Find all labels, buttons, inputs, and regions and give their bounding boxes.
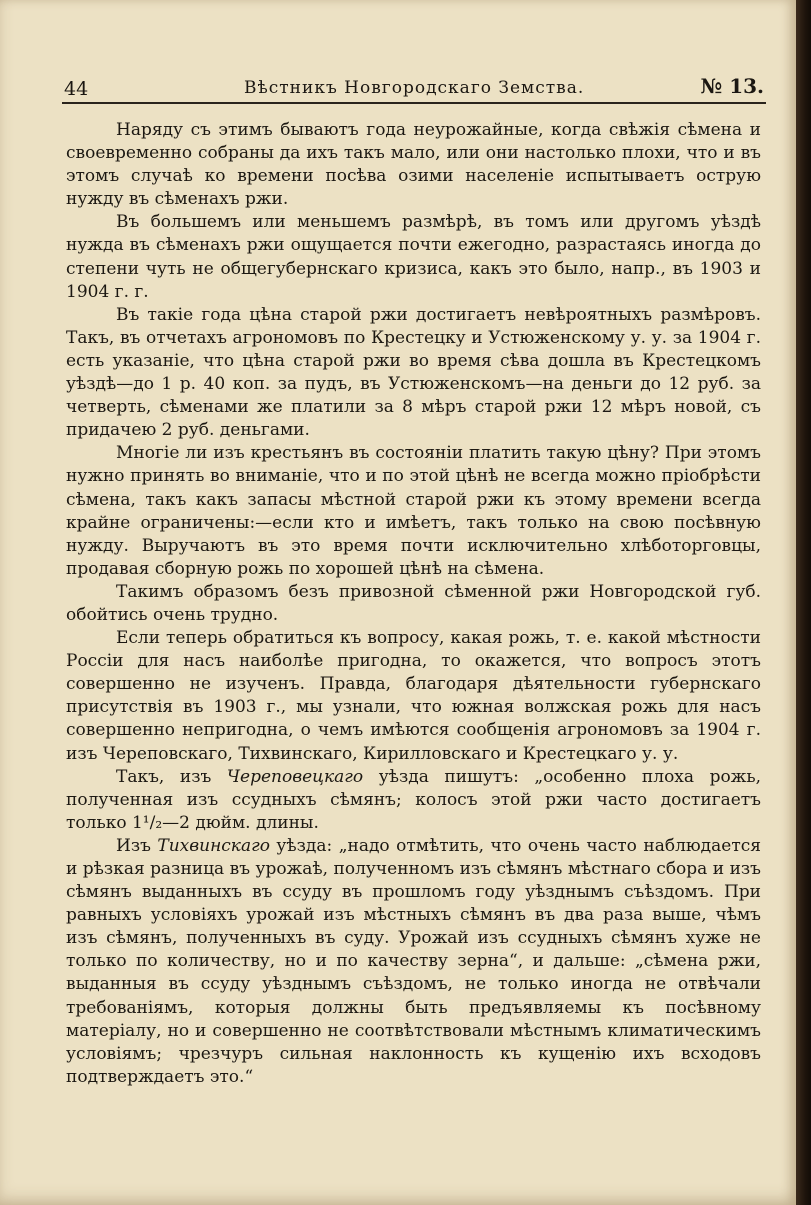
paragraph: Въ большемъ или меньшемъ размѣрѣ, въ томъ или другомъ уѣздѣ нужда въ сѣменахъ ржи ощущается почти ежегодно, разрастаясь иногда до степени чуть не общегубернскаго кризиса, какъ это было, напр., въ 1903 и 1904 г. г.	[66, 212, 761, 302]
paragraph	[66, 766, 761, 835]
issue-number: № 13.	[700, 74, 764, 98]
page-number: 44	[64, 78, 89, 100]
paragraph-rest: уѣзда: „надо отмѣтить, что очень часто наблюдается и рѣзкая разница въ урожаѣ, полученномъ изъ сѣмянъ мѣстнаго сбора и изъ сѣмянъ выданныхъ въ ссуду въ прошломъ году уѣзднымъ съѣздомъ. При равныхъ условіяхъ урожай изъ мѣстныхъ сѣмянъ въ два раза выше, чѣмъ изъ сѣмянъ, полученныхъ въ суду. Урожай изъ ссудныхъ сѣмянъ хуже не только по количеству, но и по качеству зерна“, и дальше: „сѣмена ржи, выданныя въ ссуду уѣзднымъ съѣздомъ, не только иногда не отвѣчали требованіямъ, которыя должны быть предъявляемы къ посѣвному матеріалу, но и совершенно не соотвѣтствовали мѣстнымъ климатическимъ условіямъ; чрезчуръ сильная наклонность къ кущенію ихъ всходовъ подтверждаетъ это.“	[66, 835, 761, 1087]
paragraph	[66, 835, 761, 1089]
district-name: Череповецкаго	[226, 766, 364, 787]
paragraph-lead: Такъ, изъ	[116, 766, 227, 787]
page-edge	[796, 0, 811, 1205]
paragraph-rest: уѣзда пишутъ: „особенно плоха рожь, полученная изъ ссудныхъ сѣмянъ; колосъ этой ржи часто достигаетъ только 1¹/₂—2 дюйм. длины.	[66, 766, 761, 833]
paragraph-lead: Изъ	[116, 835, 158, 856]
paragraph: Въ такіе года цѣна старой ржи достигаетъ невѣроятныхъ размѣровъ. Такъ, въ отчетахъ агрономовъ по Крестецку и Устюженскому у. у. за 1904 г. есть указаніе, что цѣна старой ржи во время сѣва дошла въ Крестецкомъ уѣздѣ—до 1 р. 40 коп. за пудъ, въ Устюженскомъ—на деньги до 12 руб. за четверть, сѣменами же платили за 8 мѣръ старой ржи 12 мѣръ новой, съ придачею 2 руб. деньгами.	[66, 304, 761, 441]
district-name: Тихвинскаго	[157, 835, 270, 856]
running-title: Вѣстникъ Новгородскаго Земства.	[244, 78, 585, 98]
paragraph: Такимъ образомъ безъ привозной сѣменной ржи Новгородской губ. обойтись очень трудно.	[66, 581, 761, 625]
paragraph: Если теперь обратиться къ вопросу, какая рожь, т. е. какой мѣстности Россіи для насъ наиболѣе пригодна, то окажется, что вопросъ этотъ совершенно не изученъ. Правда, благодаря дѣятельности губернскаго присутствія въ 1903 г., мы узнали, что южная волжская рожь для насъ совершенно непригодна, о чемъ имѣются сообщенія агрономовъ за 1904 г. изъ Череповскаго, Тихвинскаго, Кирилловскаго и Крестецкаго у. у.	[66, 628, 761, 764]
paragraph: Наряду съ этимъ бываютъ года неурожайные, когда свѣжія сѣмена и своевременно собраны да ихъ такъ мало, или они настолько плохи, что и въ этомъ случаѣ ко времени посѣва озими населеніе испытываетъ острую нужду въ сѣменахъ ржи.	[66, 120, 761, 210]
page-header	[64, 74, 764, 104]
header-rule	[62, 102, 766, 104]
article-body	[66, 119, 761, 1089]
paragraph: Многіе ли изъ крестьянъ въ состояніи платить такую цѣну? При этомъ нужно принять во вниманіе, что и по этой цѣнѣ не всегда можно пріобрѣсти сѣмена, такъ какъ запасы мѣстной старой ржи къ этому времени всегда крайне ограничены:—если кто и имѣетъ, такъ только на свою посѣвную нужду. Выручаютъ въ это время почти исключительно хлѣботорговцы, продавая сборную рожь по хорошей цѣнѣ на сѣмена.	[66, 443, 761, 579]
